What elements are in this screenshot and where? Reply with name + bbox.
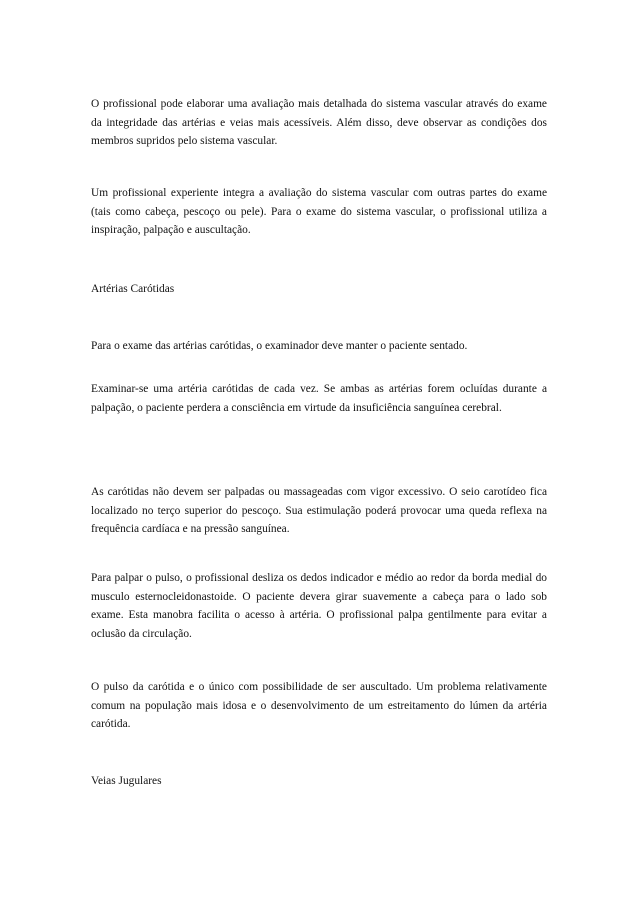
heading-jugular-veins: Veias Jugulares	[91, 775, 162, 787]
heading-carotid-arteries: Artérias Carótidas	[91, 283, 175, 295]
paragraph-carotid-exam-position: Para o exame das artérias carótidas, o examinador deve manter o paciente sentado.	[91, 340, 468, 352]
paragraph-one-carotid-at-time: Examinar-se uma artéria carótidas de cada vez. Se ambas as artérias forem ocluídas durante a palpação, o paciente perdera a consciência em virtude da insuficiência sanguínea cerebral.	[91, 383, 547, 414]
paragraph-carotid-sinus: As carótidas não devem ser palpadas ou massageadas com vigor excessivo. O seio carotídeo fica localizado no terço superior do pescoço. Sua estimulação poderá provocar uma queda reflexa na frequência cardíaca e na pressão sanguínea.	[91, 486, 547, 536]
paragraph-experienced-professional: Um profissional experiente integra a avaliação do sistema vascular com outras partes do exame (tais como cabeça, pescoço ou pele). Para o exame do sistema vascular, o profissional utiliza a inspiração, palpação e auscultação.	[91, 187, 547, 237]
paragraph-vascular-assessment: O profissional pode elaborar uma avaliação mais detalhada do sistema vascular através do exame da integridade das artérias e veias mais acessíveis. Além disso, deve observar as condições dos membros supridos pelo sistema vascular.	[91, 98, 547, 148]
paragraph-palpate-pulse: Para palpar o pulso, o profissional desliza os dedos indicador e médio ao redor da borda medial do musculo esternocleidonastoide. O paciente devera girar suavemente a cabeça para o lado sob exame. Esta manobra facilita o acesso à artéria. O profissional palpa gentilmente para evitar a oclusão da circulação.	[91, 572, 547, 641]
paragraph-carotid-auscultation: O pulso da carótida e o único com possibilidade de ser auscultado. Um problema relativamente comum na população mais idosa e o desenvolvimento de um estreitamento do lúmen da artéria carótida.	[91, 681, 547, 731]
